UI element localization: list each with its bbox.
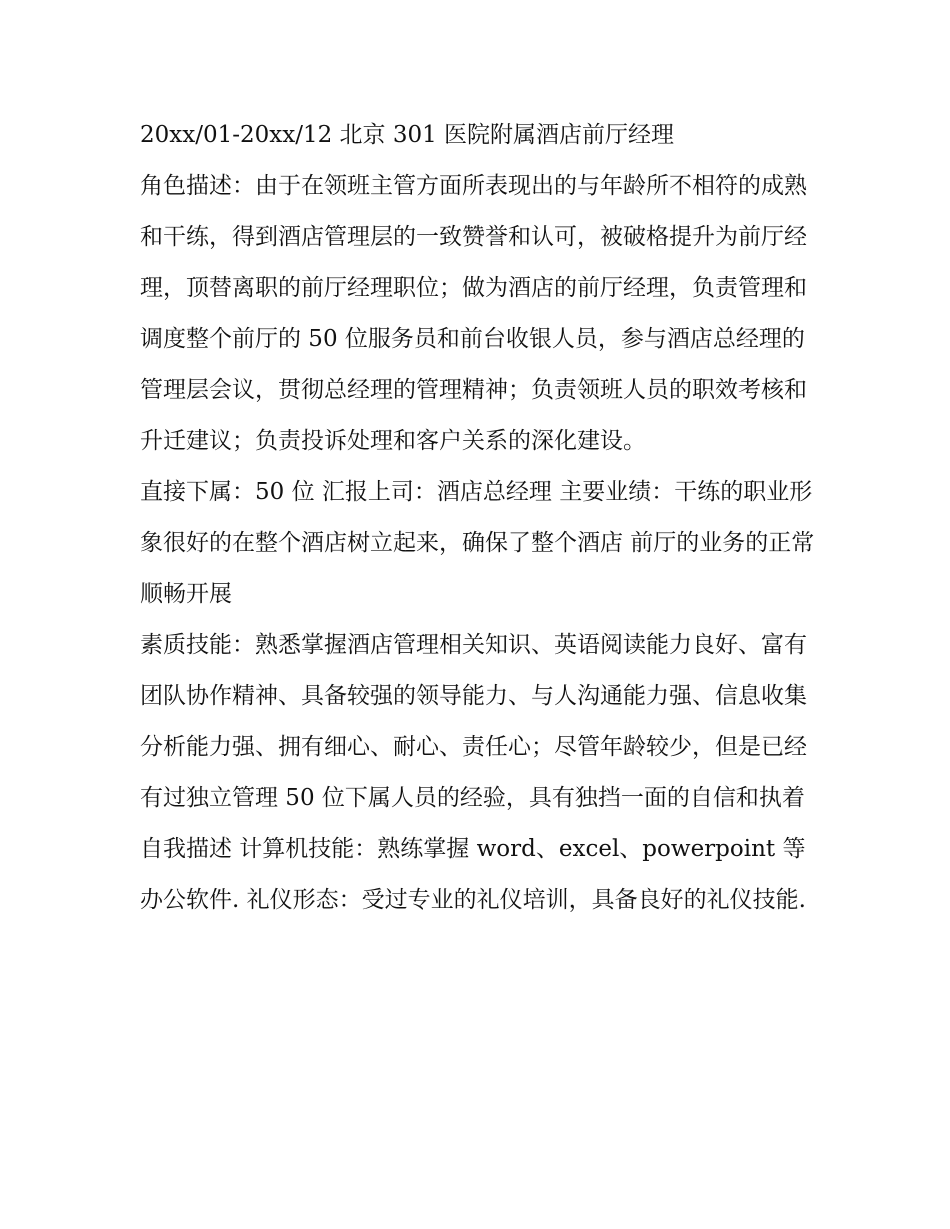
- document-body: [140, 110, 820, 926]
- job-title-line: 20xx/01-20xx/12 北京 301 医院附属酒店前厅经理: [140, 122, 675, 148]
- reporting-and-achievements-paragraph: 直接下属：50 位 汇报上司：酒店总经理 主要业绩：干练的职业形象很好的在整个酒店树立起来，确保了整个酒店 前厅的业务的正常顺畅开展: [140, 479, 815, 607]
- self-description-paragraph: 自我描述 计算机技能：熟练掌握 word、excel、powerpoint 等办公软件. 礼仪形态：受过专业的礼仪培训，具备良好的礼仪技能.: [140, 836, 806, 913]
- skills-paragraph: 素质技能：熟悉掌握酒店管理相关知识、英语阅读能力良好、富有团队协作精神、具备较强的领导能力、与人沟通能力强、信息收集分析能力强、拥有细心、耐心、责任心；尽管年龄较少，但是已经有过独立管理 50 位下属人员的经验，具有独挡一面的自信和执着: [140, 632, 807, 811]
- role-description-paragraph: 角色描述：由于在领班主管方面所表现出的与年龄所不相符的成熟和干练，得到酒店管理层的一致赞誉和认可，被破格提升为前厅经理，顶替离职的前厅经理职位；做为酒店的前厅经理，负责管理和调度整个前厅的 50 位服务员和前台收银人员，参与酒店总经理的管理层会议，贯彻总经理的管理精神；负责领班人员的职效考核和升迁建议；负责投诉处理和客户关系的深化建设。: [140, 173, 807, 454]
